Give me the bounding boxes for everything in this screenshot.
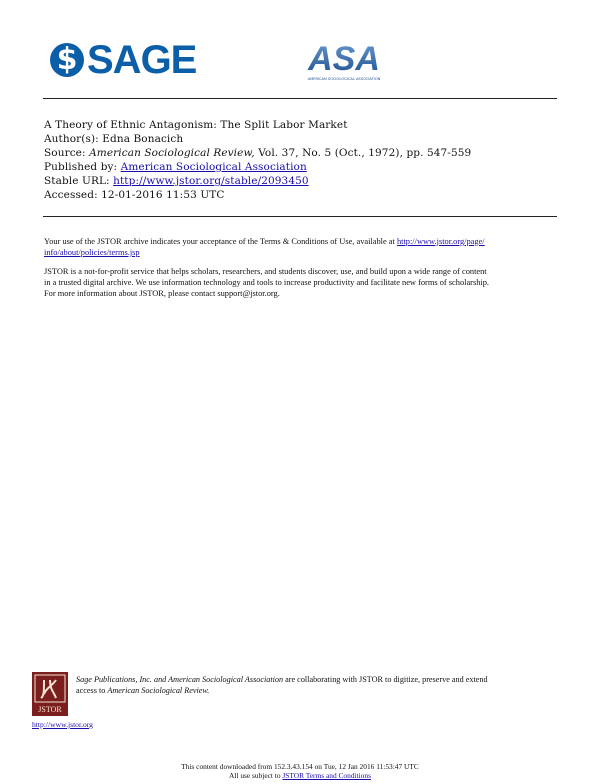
terms-footer-text: All use subject to <box>229 771 281 780</box>
asa-logo <box>298 38 390 84</box>
collaboration-note <box>76 674 560 696</box>
terms-text: Your use of the JSTOR archive indicates your acceptance of the Terms & Conditions of Use, available at <box>44 237 395 246</box>
sage-s-icon: $ <box>50 43 84 77</box>
collab-text: are collaborating with JSTOR to digitize, preserve and extend <box>285 675 488 684</box>
jstor-seal-icon <box>32 672 68 716</box>
collab-journal: American Sociological Review. <box>107 686 210 695</box>
jstor-logo <box>32 672 68 716</box>
terms-paragraph <box>44 236 560 258</box>
middle-divider <box>43 216 557 217</box>
article-publisher: Published by: American Sociological Association <box>44 161 307 173</box>
about-line-3: For more information about JSTOR, please contact support@jstor.org. <box>44 289 280 298</box>
terms-footer-link[interactable]: JSTOR Terms and Conditions <box>282 771 371 780</box>
asa-logo-subtitle: AMERICAN SOCIOLOGICAL ASSOCIATION <box>307 77 381 81</box>
stable-url-link[interactable]: http://www.jstor.org/stable/2093450 <box>113 175 309 187</box>
article-stable-url: Stable URL: http://www.jstor.org/stable/2093450 <box>44 175 309 187</box>
about-line-1: JSTOR is a not-for-profit service that helps scholars, researchers, and students discover, use, and build upon a wide range of content <box>44 267 487 276</box>
asa-logo-graphic <box>298 38 390 84</box>
sage-logo <box>50 38 196 82</box>
download-info: This content downloaded from 152.3.43.154 on Tue, 12 Jan 2016 11:53:47 UTC <box>181 762 419 771</box>
article-title: A Theory of Ethnic Antagonism: The Split Labor Market <box>44 119 348 131</box>
about-paragraph <box>44 266 560 299</box>
publisher-link[interactable]: American Sociological Association <box>120 161 307 173</box>
terms-footer <box>0 771 600 780</box>
top-divider <box>43 98 557 99</box>
collab-access-text: access to <box>76 686 106 695</box>
jstor-logo-text: JSTOR <box>38 705 62 714</box>
about-line-2: in a trusted digital archive. We use information technology and tools to increase productivity and facilitate new forms of scholarship. <box>44 278 490 287</box>
article-author: Author(s): Edna Bonacich <box>44 133 184 145</box>
asa-logo-text: ASA <box>308 40 380 78</box>
terms-link-part2[interactable]: info/about/policies/terms.jsp <box>44 248 140 257</box>
article-metadata <box>44 118 471 202</box>
collab-publishers: Sage Publications, Inc. and American Sociological Association <box>76 675 284 684</box>
article-accessed: Accessed: 12-01-2016 11:53 UTC <box>44 189 225 201</box>
sage-logo-text: SAGE <box>87 37 197 82</box>
article-source: Source: American Sociological Review, Vol. 37, No. 5 (Oct., 1972), pp. 547-559 <box>44 147 472 159</box>
jstor-url-link[interactable]: http://www.jstor.org <box>32 720 93 729</box>
terms-link-part1[interactable]: http://www.jstor.org/page/ <box>396 237 485 246</box>
